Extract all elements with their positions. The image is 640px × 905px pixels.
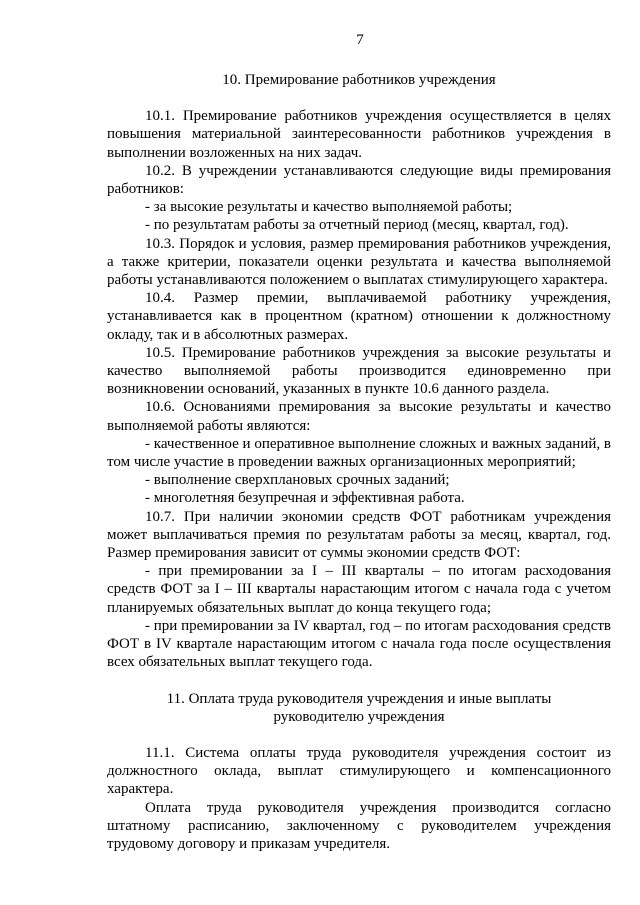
- paragraph-10-2: 10.2. В учреждении устанавливаются следующие виды премирования работников:: [107, 162, 611, 198]
- document-body: [107, 71, 611, 853]
- paragraph-10-4: 10.4. Размер премии, выплачиваемой работнику учреждения, устанавливается как в процентном (кратном) отношении к должностному окладу, так и в абсолютных размерах.: [107, 290, 611, 343]
- paragraph-10-3: 10.3. Порядок и условия, размер премирования работников учреждения, а также критерии, показатели оценки результата и качества выполняемой работы устанавливаются положением о выплатах стимулирующего характера.: [107, 235, 611, 289]
- list-item-10-6-c: - многолетняя безупречная и эффективная работа.: [145, 490, 465, 507]
- spacer: [107, 672, 611, 690]
- paragraph-10-1: 10.1. Премирование работников учреждения осуществляется в целях повышения материальной заинтересованности работников учреждения в выполнении возложенных на них задач.: [107, 108, 611, 161]
- paragraph-10-5: 10.5. Премирование работников учреждения за высокие результаты и качество выполняемой работы производится единовременно при возникновении оснований, указанных в пункте 10.6 данного раздела.: [107, 344, 611, 398]
- paragraph-11-1-b: Оплата труда руководителя учреждения производится согласно штатному расписанию, заключенному с руководителем учреждения трудовому договору и приказам учредителя.: [107, 799, 611, 852]
- section-heading-11-line1: 11. Оплата труда руководителя учреждения и иные выплаты: [166, 690, 552, 707]
- list-item-10-2-b: - по результатам работы за отчетный период (месяц, квартал, год).: [145, 217, 569, 234]
- section-heading-10: 10. Премирование работников учреждения: [222, 72, 496, 88]
- paragraph-11-1: 11.1. Система оплаты труда руководителя учреждения состоит из должностного оклада, выплат стимулирующего и компенсационного характера.: [107, 744, 611, 798]
- list-item-10-7-b: - при премировании за IV квартал, год – по итогам расходования средств ФОТ в IV квартале нарастающим итогом с начала года после осуществления всех обязательных выплат текущего года.: [107, 617, 611, 671]
- list-item-10-6-b: - выполнение сверхплановых срочных заданий;: [145, 472, 450, 489]
- list-item-10-6-a: - качественное и оперативное выполнение сложных и важных заданий, в том числе участие в проведении важных организационных мероприятий;: [107, 435, 611, 471]
- paragraph-10-6: 10.6. Основаниями премирования за высокие результаты и качество выполняемой работы являются:: [107, 399, 611, 434]
- spacer: [107, 726, 611, 744]
- section-heading-11-line2: руководителю учреждения: [273, 708, 445, 725]
- list-item-10-2-a: - за высокие результаты и качество выполняемой работы;: [145, 199, 513, 216]
- paragraph-10-7: 10.7. При наличии экономии средств ФОТ работникам учреждения может выплачиваться премия по результатам работы за месяц, квартал, год. Размер премирования зависит от суммы экономии средств ФОТ:: [107, 508, 611, 562]
- list-item-10-7-a: - при премировании за I – III кварталы – по итогам расходования средств ФОТ за I – III кварталы нарастающим итогом с начала года с учетом планируемых обязательных выплат до конца текущего года;: [107, 563, 611, 616]
- page-number: 7: [356, 32, 364, 48]
- spacer: [107, 89, 611, 107]
